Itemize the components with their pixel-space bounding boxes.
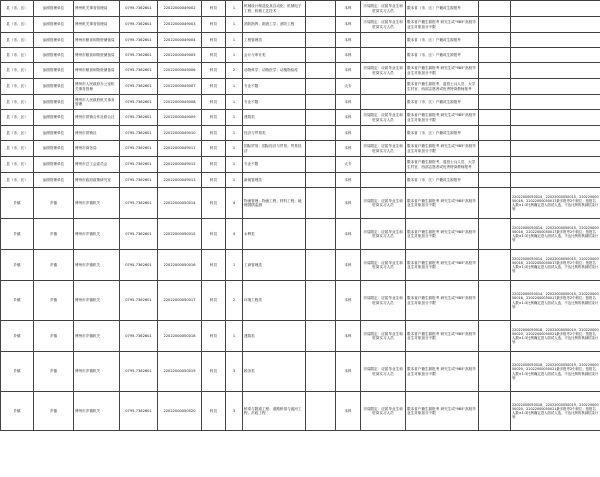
region-cell: 县（市、区） [1,110,34,126]
region-cell: 县（市、区） [1,48,34,63]
unit-type-cell: 参照管理单位 [34,126,74,141]
employer-cell: 博州市粮食和物资储备局 [74,48,120,63]
position-code-cell: 22022000049012 [158,157,202,173]
table-row [1,188,600,219]
extra-cell [479,33,511,48]
condition-cell: 市局限定：应届毕业生和驻岗实习人员 [361,281,406,321]
table-row [1,1,600,17]
region-cell: 县（市、区） [1,157,34,173]
employer-cell: 博州市乡镇机关 [74,321,120,352]
condition-cell [361,157,406,173]
note-cell: 22022000050014、22022000050015、22022000050016、22022000050017最多报考2个职位；按报名人数×1:3比例确定进入面试人选，不达比例的核减招录计划 [511,250,600,281]
major-cell: 环境工程类 [243,281,306,321]
major-cell: 工商管理类 [243,250,306,281]
note-cell: 22022000050018、22022000050019、22022000050020、22022000050021最多报考2个职位；按报名人数×1:3比例确定进入面试人选，不达比例的核减招录计划 [511,352,600,392]
major-cell: 物流管理；物流工程；材料工程；地理国情监测 [243,188,306,219]
degree-cell [306,173,336,188]
table-row [1,321,600,352]
title-cell: 科员 [202,321,226,352]
note-cell [511,79,600,95]
source-cell: 限本省（市、区）户籍或生源报考 [406,1,479,17]
position-code-cell: 22022000049010 [158,126,202,141]
major-cell: 专业不限 [243,95,306,110]
employer-cell: 博州市乡镇机关 [74,281,120,321]
title-cell: 科员 [202,392,226,431]
table-row [1,48,600,63]
unit-type-cell: 参照管理单位 [34,110,74,126]
unit-type-cell: 乡镇 [34,321,74,352]
extra-cell [479,352,511,392]
major-cell: 税务类 [243,352,306,392]
unit-type-cell: 乡镇 [34,281,74,321]
source-cell: 限本省户籍生源报考 研究生或"985"高校毕业生对象加分不限 [406,281,479,321]
table-row [1,17,600,33]
education-cell: 本科 [336,110,361,126]
phone-cell: 0795-7362601 [120,33,158,48]
education-cell: 本科 [336,126,361,141]
education-cell: 本科 [336,392,361,431]
table-row [1,95,600,110]
table-row [1,173,600,188]
headcount-cell: 1 [226,126,243,141]
major-cell: 机械设计制造及其自动化、机械电子工程、机械工艺技术 [243,1,306,17]
unit-type-cell: 乡镇 [34,352,74,392]
condition-cell [361,48,406,63]
employer-cell: 博州市乡镇机关 [74,250,120,281]
extra-cell [479,281,511,321]
region-cell: 县（市、区） [1,63,34,79]
unit-type-cell: 乡镇 [34,188,74,219]
employer-cell: 博州市粮食和物资储备局 [74,63,120,79]
source-cell: 限本省户籍生源报考 研究生或"985"高校毕业生对象加分不限 [406,321,479,352]
degree-cell [306,79,336,95]
title-cell: 科员 [202,110,226,126]
extra-cell [479,79,511,95]
note-cell: 22022000050018、22022000050019、22022000050020、22022000050021最多报考2个职位；按报名人数×1:3比例确定进入面试人选，不达比例的核减招录计划 [511,392,600,431]
unit-type-cell: 参照管理单位 [34,33,74,48]
phone-cell: 0795-7362601 [120,126,158,141]
position-code-cell: 22022000049004 [158,33,202,48]
region-cell: 乡镇 [1,352,34,392]
education-cell: 本科 [336,33,361,48]
education-cell: 本科 [336,188,361,219]
employer-cell: 博州市政府政策研究室 [74,173,120,188]
region-cell: 乡镇 [1,281,34,321]
condition-cell: 市局限定：应届毕业生和驻岗实习人员 [361,17,406,33]
education-cell: 本科 [336,1,361,17]
title-cell: 科员 [202,63,226,79]
source-cell: 限本省户籍生源报考 研究生或"985"高校毕业生对象加分不限 [406,352,479,392]
source-cell: 限本省（市、区）户籍或生源报考 [406,48,479,63]
position-code-cell: 22022000050020 [158,392,202,431]
table-row [1,110,600,126]
degree-cell [306,141,336,157]
major-cell: 建筑类 [243,321,306,352]
education-cell: 大专 [336,79,361,95]
major-cell: 桥梁与隧道工程；道路桥梁与渡河工程；市政工程 [243,392,306,431]
table-row [1,250,600,281]
headcount-cell: 1 [226,95,243,110]
unit-type-cell: 参照管理单位 [34,63,74,79]
major-cell: 工程管理类 [243,33,306,48]
condition-cell: 市局限定：应届毕业生和驻岗实习人员 [361,110,406,126]
title-cell: 科员 [202,352,226,392]
condition-cell: 市局限定：应届毕业生和驻岗实习人员 [361,188,406,219]
note-cell [511,33,600,48]
source-cell: 限本省（市、区）户籍或生源报考 [406,95,479,110]
phone-cell: 0795-7362601 [120,17,158,33]
condition-cell: 市局限定：应届毕业生和驻岗实习人员 [361,1,406,17]
table-row [1,352,600,392]
extra-cell [479,17,511,33]
title-cell: 科员 [202,173,226,188]
major-cell: 水利类 [243,219,306,250]
condition-cell [361,33,406,48]
headcount-cell: 3 [226,352,243,392]
employer-cell: 博州市乡镇机关 [74,392,120,431]
position-code-cell: 22022000049011 [158,141,202,157]
condition-cell [361,126,406,141]
headcount-cell: 1 [226,321,243,352]
condition-cell: 市局限定：应届毕业生和驻岗实习人员 [361,321,406,352]
source-cell: 限本省（市、区）户籍或生源报考 [406,33,479,48]
condition-cell: 市局限定：应届毕业生和驻岗实习人员 [361,219,406,250]
employer-cell: 博州市人民政府办公室机关事务管理 [74,79,120,95]
position-code-cell: 22022000050014 [158,188,202,219]
major-cell: 动物科学；动物医学；动植物检疫 [243,63,306,79]
region-cell: 乡镇 [1,250,34,281]
extra-cell [479,219,511,250]
note-cell [511,173,600,188]
region-cell: 乡镇 [1,219,34,250]
table-row [1,141,600,157]
employer-cell: 博州市乡镇机关 [74,352,120,392]
title-cell: 科员 [202,33,226,48]
note-cell [511,95,600,110]
condition-cell [361,79,406,95]
major-cell: 专业不限 [243,157,306,173]
education-cell: 本科 [336,352,361,392]
headcount-cell: 1 [226,48,243,63]
condition-cell: 市局限定：应届毕业生和驻岗实习人员 [361,352,406,392]
phone-cell: 0795-7362601 [120,392,158,431]
unit-type-cell: 参照管理单位 [34,141,74,157]
title-cell: 科员 [202,281,226,321]
condition-cell: 市局限定：应届毕业生和驻岗实习人员 [361,63,406,79]
extra-cell [479,48,511,63]
phone-cell: 0795-7362601 [120,95,158,110]
source-cell: 限本省户籍生源报考 研究生或"985"高校毕业生对象加分不限 [406,219,479,250]
major-cell: 会计与审计类 [243,48,306,63]
extra-cell [479,141,511,157]
education-cell: 本科 [336,141,361,157]
table-row [1,126,600,141]
source-cell: 限本省户籍生源报考 研究生或"985"高校毕业生对象加分不限 [406,110,479,126]
headcount-cell: 4 [226,219,243,250]
source-cell: 限本省户籍生源报考 研究生或"985"高校毕业生对象加分不限 [406,141,479,157]
extra-cell [479,250,511,281]
title-cell: 科员 [202,250,226,281]
degree-cell [306,33,336,48]
degree-cell [306,1,336,17]
major-cell: 经济与贸易类 [243,126,306,141]
major-cell: 国际贸易；国际经济与贸易；贸易经济 [243,141,306,157]
phone-cell: 0795-7362601 [120,63,158,79]
source-cell: 限本省户籍生源报考 研究生或"985"高校毕业生对象加分不限 [406,17,479,33]
extra-cell [479,321,511,352]
education-cell: 本科 [336,48,361,63]
source-cell: 限本省户籍生源报考，退役士兵人员、大学生村官、西部志愿者或优秀特岗教师报考 [406,79,479,95]
condition-cell: 市局限定：应届毕业生和驻岗实习人员 [361,141,406,157]
region-cell: 县（市、区） [1,173,34,188]
phone-cell: 0795-7362601 [120,250,158,281]
unit-type-cell: 参照管理单位 [34,48,74,63]
title-cell: 科员 [202,17,226,33]
title-cell: 科员 [202,48,226,63]
extra-cell [479,392,511,431]
employer-cell: 博州市供销社 [74,126,120,141]
title-cell: 科员 [202,1,226,17]
unit-type-cell: 参照管理单位 [34,1,74,17]
region-cell: 县（市、区） [1,141,34,157]
employer-cell: 博州市乡镇机关 [74,188,120,219]
note-cell [511,63,600,79]
degree-cell [306,126,336,141]
condition-cell: 市局限定：应届毕业生和驻岗实习人员 [361,250,406,281]
phone-cell: 0795-7362601 [120,281,158,321]
headcount-cell: 1 [226,173,243,188]
table-row [1,33,600,48]
headcount-cell: 1 [226,79,243,95]
degree-cell [306,321,336,352]
unit-type-cell: 乡镇 [34,250,74,281]
region-cell: 县（市、区） [1,79,34,95]
condition-cell [361,95,406,110]
note-cell [511,126,600,141]
title-cell: 科员 [202,219,226,250]
headcount-cell: 4 [226,188,243,219]
note-cell: 22022000050018、22022000050019、22022000050020、22022000050021最多报考2个职位；按报名人数×1:3比例确定进入面试人选，不达比例的核减招录计划 [511,321,600,352]
phone-cell: 0795-7362601 [120,219,158,250]
source-cell: 限本省（市、区）户籍或生源报考 [406,173,479,188]
table-body [1,1,600,431]
region-cell: 乡镇 [1,188,34,219]
position-code-cell: 22022000049005 [158,48,202,63]
source-cell: 限本省户籍生源报考 研究生或"985"高校毕业生对象加分不限 [406,188,479,219]
education-cell: 本科 [336,321,361,352]
title-cell: 科员 [202,141,226,157]
phone-cell: 0795-7362601 [120,1,158,17]
education-cell: 大专 [336,157,361,173]
note-cell [511,1,600,17]
table-row [1,157,600,173]
source-cell: 限本省（市、区）户籍或生源报考 [406,126,479,141]
degree-cell [306,95,336,110]
region-cell: 乡镇 [1,321,34,352]
title-cell: 科员 [202,95,226,110]
position-code-cell: 22022000049009 [158,110,202,126]
education-cell: 本科 [336,63,361,79]
extra-cell [479,126,511,141]
degree-cell [306,157,336,173]
note-cell [511,141,600,157]
note-cell: 22022000050014、22022000050015、22022000050016、22022000050017最多报考2个职位；按报名人数×1:3比例确定进入面试人选，不达比例的核减招录计划 [511,219,600,250]
degree-cell [306,110,336,126]
employer-cell: 博州市供销合作社联合社 [74,110,120,126]
degree-cell [306,17,336,33]
education-cell: 本科 [336,173,361,188]
position-code-cell: 22022000049008 [158,95,202,110]
table-row [1,79,600,95]
position-code-cell: 22022000049006 [158,63,202,79]
position-code-cell: 22022000049007 [158,79,202,95]
unit-type-cell: 参照管理单位 [34,173,74,188]
table-row [1,63,600,79]
degree-cell [306,250,336,281]
position-code-cell: 22022000050018 [158,321,202,352]
phone-cell: 0795-7362601 [120,110,158,126]
region-cell: 县（市、区） [1,95,34,110]
note-cell [511,48,600,63]
region-cell: 乡镇 [1,392,34,431]
degree-cell [306,392,336,431]
extra-cell [479,1,511,17]
phone-cell: 0795-7362601 [120,79,158,95]
position-code-cell: 22022000049013 [158,173,202,188]
employer-cell: 博州市粮食和物资储备局 [74,33,120,48]
region-cell: 县（市、区） [1,33,34,48]
unit-type-cell: 乡镇 [34,392,74,431]
condition-cell [361,173,406,188]
degree-cell [306,281,336,321]
note-cell [511,110,600,126]
phone-cell: 0795-7362601 [120,352,158,392]
source-cell: 限本省户籍生源报考 研究生或"985"高校毕业生对象加分不限 [406,392,479,431]
title-cell: 科员 [202,188,226,219]
extra-cell [479,157,511,173]
table-row [1,392,600,431]
unit-type-cell: 参照管理单位 [34,157,74,173]
degree-cell [306,352,336,392]
degree-cell [306,188,336,219]
education-cell: 本科 [336,281,361,321]
extra-cell [479,173,511,188]
source-cell: 限本省户籍生源报考 研究生或"985"高校毕业生对象加分不限 [406,250,479,281]
position-code-cell: 22022000050019 [158,352,202,392]
headcount-cell: 2 [226,63,243,79]
condition-cell: 市局限定：应届毕业生和驻岗实习人员 [361,392,406,431]
note-cell [511,17,600,33]
education-cell: 本科 [336,17,361,33]
unit-type-cell: 乡镇 [34,219,74,250]
headcount-cell: 3 [226,392,243,431]
phone-cell: 0795-7362601 [120,188,158,219]
position-code-cell: 22022000050017 [158,281,202,321]
note-cell [511,157,600,173]
region-cell: 县（市、区） [1,1,34,17]
headcount-cell: 1 [226,110,243,126]
headcount-cell: 1 [226,17,243,33]
title-cell: 科员 [202,157,226,173]
employer-cell: 博州市人民政府机关事务管理 [74,95,120,110]
region-cell: 县（市、区） [1,17,34,33]
employer-cell: 博州市商务局 [74,141,120,157]
education-cell: 本科 [336,95,361,110]
unit-type-cell: 参照管理单位 [34,95,74,110]
major-cell: 专业不限 [243,79,306,95]
phone-cell: 0795-7362601 [120,141,158,157]
table-row [1,219,600,250]
major-cell: 消防指挥；勘查工学；消防工程 [243,17,306,33]
region-cell: 县（市、区） [1,126,34,141]
extra-cell [479,110,511,126]
position-code-cell: 22022000049003 [158,17,202,33]
note-cell: 22022000050014、22022000050015、22022000050016、22022000050017最多报考2个职位；按报名人数×1:3比例确定进入面试人选，不达比例的核减招录计划 [511,188,600,219]
headcount-cell: 2 [226,281,243,321]
headcount-cell: 1 [226,157,243,173]
table-row [1,281,600,321]
extra-cell [479,63,511,79]
title-cell: 科员 [202,79,226,95]
extra-cell [479,188,511,219]
note-cell: 22022000050014、22022000050015、22022000050016、22022000050017最多报考2个职位；按报名人数×1:3比例确定进入面试人选，不达比例的核减招录计划 [511,281,600,321]
employer-cell: 博州机关事务管理局 [74,17,120,33]
unit-type-cell: 参照管理单位 [34,79,74,95]
position-code-cell: 22022000050015 [158,219,202,250]
employer-cell: 博州市总工会委员会 [74,157,120,173]
source-cell: 限本省户籍生源报考，退役士兵人员、大学生村官、西部志愿者或优秀特岗教师报考 [406,157,479,173]
employer-cell: 博州机关事务管理局 [74,1,120,17]
degree-cell [306,219,336,250]
position-code-cell: 22022000050016 [158,250,202,281]
title-cell: 科员 [202,126,226,141]
employer-cell: 博州市乡镇机关 [74,219,120,250]
unit-type-cell: 参照管理单位 [34,17,74,33]
degree-cell [306,48,336,63]
headcount-cell: 1 [226,250,243,281]
extra-cell [479,95,511,110]
headcount-cell: 1 [226,141,243,157]
headcount-cell: 1 [226,33,243,48]
phone-cell: 0795-7362601 [120,48,158,63]
education-cell: 本科 [336,250,361,281]
degree-cell [306,63,336,79]
headcount-cell: 1 [226,1,243,17]
phone-cell: 0795-7362601 [120,157,158,173]
education-cell: 本科 [336,219,361,250]
phone-cell: 0795-7362601 [120,173,158,188]
source-cell: 限本省户籍生源报考 研究生或"985"高校毕业生对象加分不限 [406,63,479,79]
major-cell: 新闻管理类 [243,173,306,188]
phone-cell: 0795-7362601 [120,321,158,352]
major-cell: 建筑类 [243,110,306,126]
position-code-cell: 22022000049002 [158,1,202,17]
